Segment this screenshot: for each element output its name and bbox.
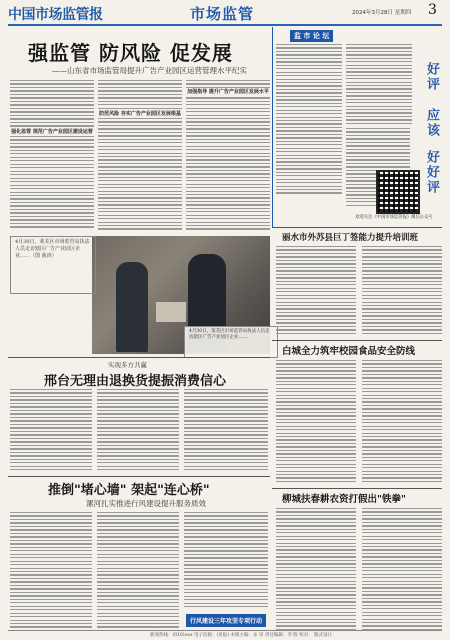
lead-subhead: ——山东省市场监管局提升广告产业园区运营管理水平纪实 (52, 66, 247, 75)
vertical-title-3: 好好评 (424, 150, 439, 195)
right-article-2-col-b (362, 360, 442, 482)
lead-inner-head-3: 加强指导 提升广告产业园区发展水平 (187, 89, 269, 95)
right-article-2-col-a (276, 360, 356, 482)
lead-photo-caption: 4月30日，莱芜区市场监管局执法人员走访辖区广告产业园区企业……（图 曲涛） (10, 236, 96, 294)
qr-caption: 欢迎关注《中国市场监管报》微信公众号 (355, 215, 433, 220)
right-article-3-headline: 柳城扶春耕农资打假出"铁拳" (282, 494, 406, 505)
middle-kicker: 实现多方共赢 (108, 361, 147, 369)
side-col-text-1 (276, 44, 342, 194)
column-tag: 监 市 论 坛 (290, 30, 333, 42)
right-article-1-col-b (362, 246, 442, 334)
bottom-headline: 推倒"堵心墙" 架起"连心桥" (48, 483, 210, 498)
lead-headline: 强监管 防风险 促发展 (28, 41, 233, 65)
side-col-text-2 (346, 44, 412, 124)
right-article-3-col-b (362, 508, 442, 630)
bottom-footer-box: 行风建设三年攻坚专项行动 (186, 614, 266, 627)
bottom-col-2 (97, 512, 179, 628)
page-number: 3 (428, 2, 437, 18)
bottom-col-1 (10, 512, 92, 628)
middle-col-3 (184, 389, 268, 471)
middle-headline: 邢台无理由退换货提振消费信心 (44, 374, 227, 389)
qr-code (376, 170, 420, 214)
middle-col-1 (10, 389, 92, 471)
bottom-col-3 (184, 512, 268, 608)
section-title: 市场监管 (190, 5, 255, 23)
lead-photo-caption-2: 4月30日，莱芜区市场监管局执法人员走访辖区广告产业园区企业…… (184, 326, 278, 358)
paper-name: 中国市场监管报 (8, 7, 103, 23)
right-article-3-col-a (276, 508, 356, 630)
lead-col-1 (10, 80, 94, 228)
lead-inner-head-1: 强化监管 规范广告产业园区建设运营 (11, 129, 93, 135)
footer-info: 新闻热线：(010)xxx 电子信箱：(见报) 本版主编：宋 审 责任编辑：李 版 校对： 版式设计： (150, 633, 337, 638)
vertical-title-1: 好评 (424, 62, 439, 92)
lead-col-3 (186, 80, 270, 230)
officer-figure-1 (116, 262, 148, 352)
lead-col-2 (98, 80, 182, 230)
right-article-1-headline: 丽水市外苏县巨丁签能力提升培训班 (282, 233, 419, 243)
right-article-1-col-a (276, 246, 356, 334)
right-article-2-headline: 白城全力筑牢校园食品安全防线 (282, 346, 416, 357)
vertical-title-2: 应该 (424, 108, 439, 138)
middle-col-2 (97, 389, 179, 471)
issue-date: 2024年3月28日 星期四 (352, 10, 412, 16)
product-box (156, 302, 186, 322)
bottom-subhead: 漯河扎实推进行风建设提升服务质效 (86, 499, 206, 508)
lead-inner-head-2: 防范风险 夯实广告产业园区发展根基 (99, 111, 181, 117)
